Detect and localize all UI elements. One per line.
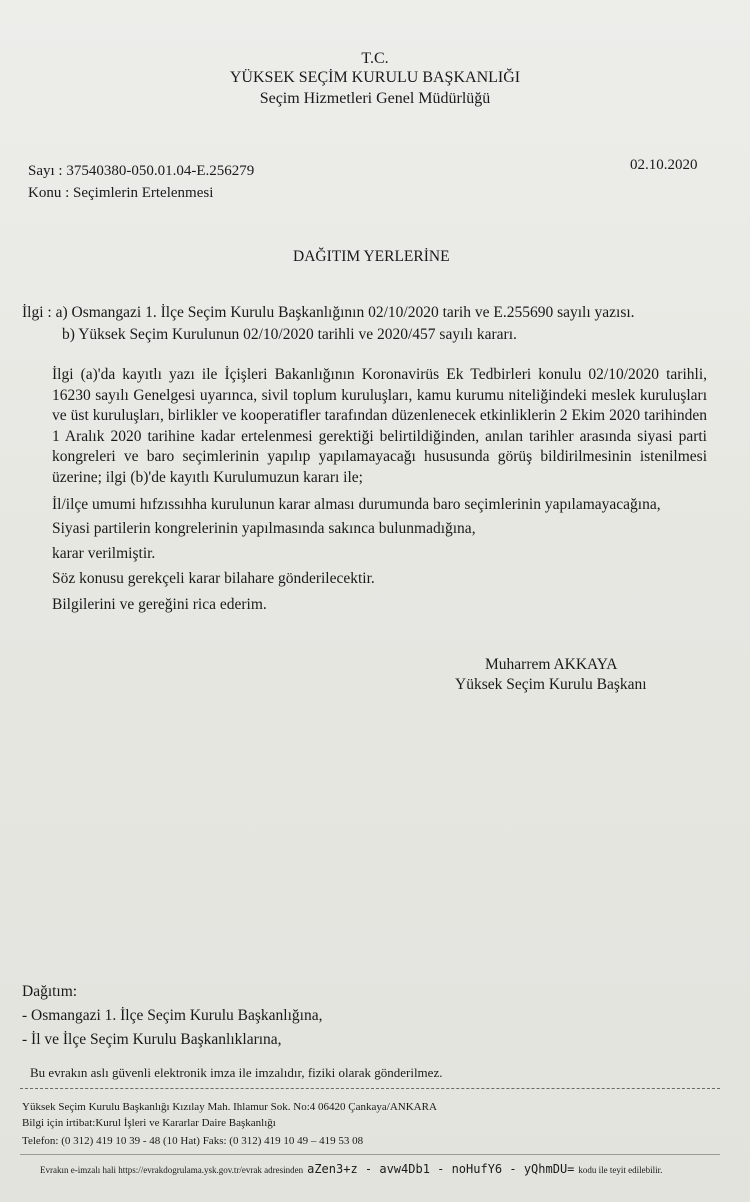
e-signature-notice: Bu evrakın aslı güvenli elektronik imza ile imzalıdır, fiziki olarak gönderilmez. — [30, 1065, 443, 1080]
distribution-item: - İl ve İlçe Seçim Kurulu Başkanlıklarına, — [22, 1031, 282, 1048]
resolution-line-2: Siyasi partilerin kongrelerinin yapılmasında sakınca bulunmadığına, — [52, 520, 476, 537]
document-number: Sayı : 37540380-050.01.04-E.256279 — [28, 163, 255, 179]
footer-phone: Telefon: (0 312) 419 10 39 - 48 (10 Hat) Faks: (0 312) 419 10 49 – 419 53 08 — [22, 1135, 364, 1147]
verification-line — [40, 1160, 662, 1178]
resolution-line-3: karar verilmiştir. — [52, 545, 156, 562]
document-date: 02.10.2020 — [630, 157, 698, 173]
reference-b: b) Yüksek Seçim Kurulunun 02/10/2020 tarihli ve 2020/457 sayılı kararı. — [62, 326, 517, 343]
distribution-label: Dağıtım: — [22, 983, 78, 1000]
footer-divider — [20, 1088, 720, 1089]
body-paragraph: İlgi (a)'da kayıtlı yazı ile İçişleri Bakanlığının Koronavirüs Ek Tedbirleri konulu 02/10/2020 tarihli, 16230 sayılı Genelgesi uyarınca, sivil toplum kuruluşları, kamu kurumu niteliğindeki meslek kuruluşları ve üst kuruluşları, birlikler ve kooperatifler tarafından düzenlenecek etkinliklerin 2 Ekim 2020 tarihinden 1 Aralık 2020 tarihine kadar ertelenmesi gerektiği belirtildiğinden, anılan tarihler arasında siyasi parti kongreleri ve baro seçimlerinin yapılıp yapılamayacağı hususunda görüş bildirilmesinin istenilmesi üzerine; ilgi (b)'de kayıtlı Kurulumuzun kararı ile; — [52, 366, 707, 486]
header-department: Seçim Hizmetleri Genel Müdürlüğü — [259, 90, 491, 107]
footer-address: Yüksek Seçim Kurulu Başkanlığı Kızılay Mah. Ihlamur Sok. No:4 06420 Çankaya/ANKARA — [22, 1101, 437, 1113]
verification-prefix: Evrakın e-imzalı hali https://evrakdogrulama.ysk.gov.tr/evrak adresinden — [40, 1165, 304, 1175]
verification-suffix: kodu ile teyit edilebilir. — [578, 1165, 663, 1175]
header-tc: T.C. — [361, 50, 389, 67]
footer-divider-2 — [20, 1154, 720, 1155]
signatory-name: Muharrem AKKAYA — [485, 656, 618, 673]
document-subject: Konu : Seçimlerin Ertelenmesi — [28, 185, 214, 201]
header-institution: YÜKSEK SEÇİM KURULU BAŞKANLIĞI — [229, 69, 521, 86]
addressee: DAĞITIM YERLERİNE — [293, 248, 450, 265]
resolution-line-1: İl/ilçe umumi hıfzıssıhha kurulunun karar alması durumunda baro seçimlerinin yapılamayacağına, — [52, 496, 661, 513]
distribution-item: - Osmangazi 1. İlçe Seçim Kurulu Başkanlığına, — [22, 1007, 323, 1024]
reference-a: İlgi : a) Osmangazi 1. İlçe Seçim Kurulu Başkanlığının 02/10/2020 tarih ve E.255690 sayılı yazısı. — [22, 304, 635, 321]
footer-contact: Bilgi için irtibat:Kurul İşleri ve Kararlar Daire Başkanlığı — [22, 1117, 276, 1129]
resolution-line-4: Söz konusu gerekçeli karar bilahare gönderilecektir. — [52, 570, 375, 587]
signatory-title: Yüksek Seçim Kurulu Başkanı — [455, 676, 647, 693]
resolution-line-5: Bilgilerini ve gereğini rica ederim. — [52, 596, 267, 613]
verification-code: aZen3+z - avw4Db1 - noHufY6 - yQhmDU= — [307, 1162, 575, 1176]
